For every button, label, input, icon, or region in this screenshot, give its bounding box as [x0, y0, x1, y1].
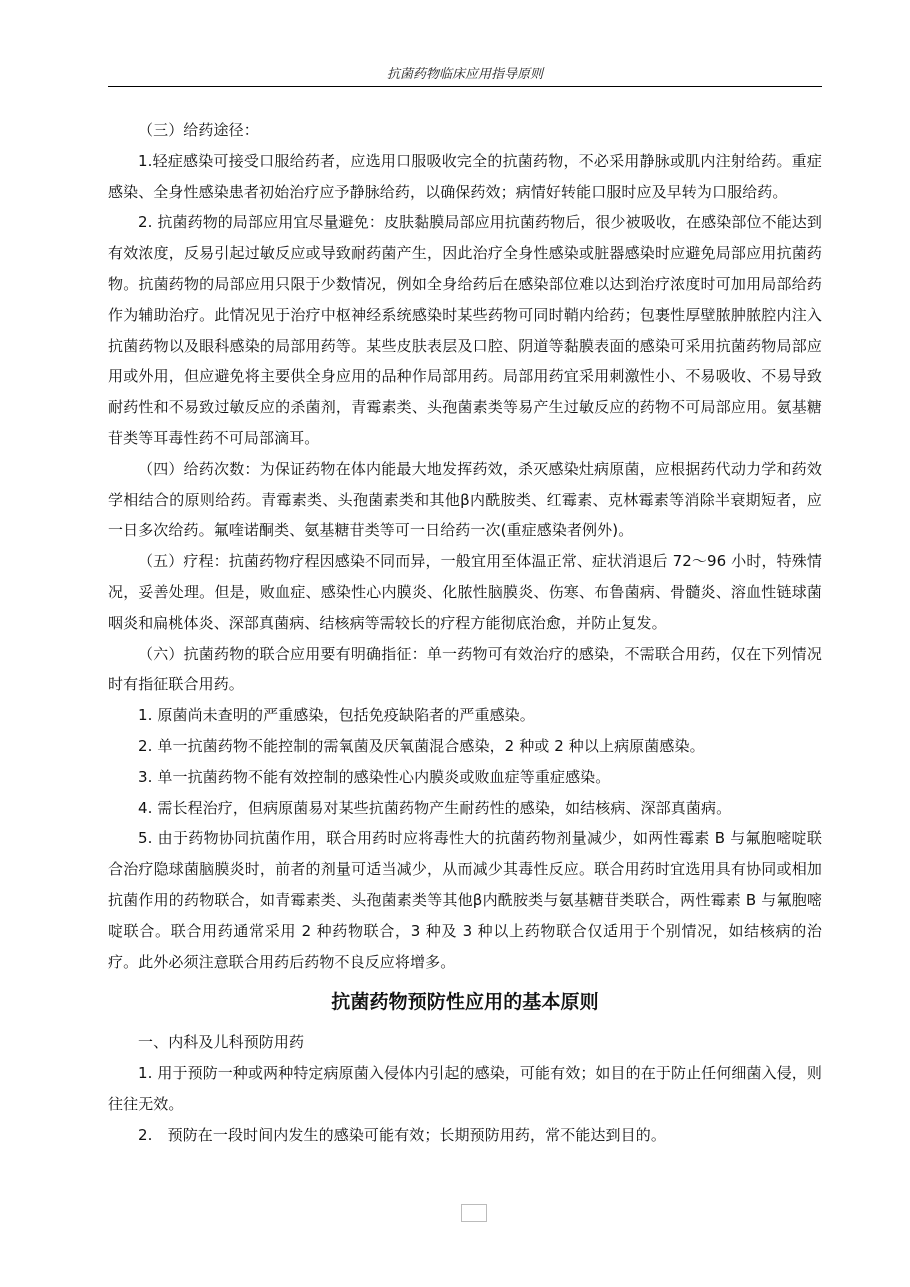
subheading: 一、内科及儿科预防用药: [138, 1033, 305, 1052]
header-divider: [108, 86, 822, 87]
paragraph: 1.轻症感染可接受口服给药者，应选用口服吸收完全的抗菌药物，不必采用静脉或肌内注射给药。重症感染、全身性感染患者初始治疗应予静脉给药，以确保药效；病情好转能口服时应及早转为口服给药。: [108, 151, 822, 201]
document-body: [108, 115, 822, 1151]
paragraph: 2. 抗菌药物的局部应用宜尽量避免：皮肤黏膜局部应用抗菌药物后，很少被吸收，在感染部位不能达到有效浓度，反易引起过敏反应或导致耐药菌产生，因此治疗全身性感染或脏器感染时应避免局部应用抗菌药物。抗菌药物的局部应用只限于少数情况，例如全身给药后在感染部位难以达到治疗浓度时可加用局部给药作为辅助治疗。此情况见于治疗中枢神经系统感染时某些药物可同时鞘内给药；包裹性厚壁脓肿脓腔内注入抗菌药物以及眼科感染的局部用药等。某些皮肤表层及口腔、阴道等黏膜表面的感染可采用抗菌药物局部应用或外用，但应避免将主要供全身应用的品种作局部用药。局部用药宜采用刺激性小、不易吸收、不易导致耐药性和不易致过敏反应的杀菌剂，青霉素类、头孢菌素类等易产生过敏反应的药物不可局部应用。氨基糖苷类等耳毒性药不可局部滴耳。: [108, 213, 822, 447]
list-item: 3. 单一抗菌药物不能有效控制的感染性心内膜炎或败血症等重症感染。: [138, 767, 611, 786]
running-header: 抗菌药物临床应用指导原则: [386, 67, 543, 82]
paragraph: （六）抗菌药物的联合应用要有明确指征：单一药物可有效治疗的感染，不需联合用药，仅在下列情况时有指征联合用药。: [108, 644, 822, 694]
list-item: 1. 原菌尚未查明的严重感染，包括免疫缺陷者的严重感染。: [138, 706, 535, 725]
list-item: 5. 由于药物协同抗菌作用，联合用药时应将毒性大的抗菌药物剂量减少，如两性霉素 B 与氟胞嘧啶联合治疗隐球菌脑膜炎时，前者的剂量可适当减少，从而减少其毒性反应。联合用药时宜选用具有协同或相加抗菌作用的药物联合，如青霉素类、头孢菌素类等其他β内酰胺类与氨基糖苷类联合，两性霉素 B 与氟胞嘧啶联合。联合用药通常采用 2 种药物联合，3 种及 3 种以上药物联合仅适用于个别情况，如结核病的治疗。此外必须注意联合用药后药物不良反应将增多。: [108, 829, 822, 971]
section-heading: 抗菌药物预防性应用的基本原则: [331, 991, 599, 1014]
list-item: 2. 单一抗菌药物不能控制的需氧菌及厌氧菌混合感染，2 种或 2 种以上病原菌感染。: [138, 736, 705, 755]
page-number-box: [461, 1204, 487, 1222]
subheading-route: （三）给药途径：: [138, 121, 259, 139]
list-item: 4. 需长程治疗，但病原菌易对某些抗菌药物产生耐药性的感染，如结核病、深部真菌病。: [138, 798, 732, 817]
list-item: 1. 用于预防一种或两种特定病原菌入侵体内引起的感染，可能有效；如目的在于防止任何细菌入侵，则往往无效。: [108, 1064, 822, 1113]
list-item: 2. 预防在一段时间内发生的感染可能有效；长期预防用药，常不能达到目的。: [138, 1125, 666, 1144]
paragraph: （四）给药次数：为保证药物在体内能最大地发挥药效，杀灭感染灶病原菌，应根据药代动力学和药效学相结合的原则给药。青霉素类、头孢菌素类和其他β内酰胺类、红霉素、克林霉素等消除半衰期短者，应一日多次给药。氟喹诺酮类、氨基糖苷类等可一日给药一次(重症感染者例外)。: [108, 459, 822, 540]
paragraph: （五）疗程：抗菌药物疗程因感染不同而异，一般宜用至体温正常、症状消退后 72～96 小时，特殊情况，妥善处理。但是，败血症、感染性心内膜炎、化脓性脑膜炎、伤寒、布鲁菌病、骨髓炎、溶血性链球菌咽炎和扁桃体炎、深部真菌病、结核病等需较长的疗程方能彻底治愈，并防止复发。: [108, 552, 822, 632]
